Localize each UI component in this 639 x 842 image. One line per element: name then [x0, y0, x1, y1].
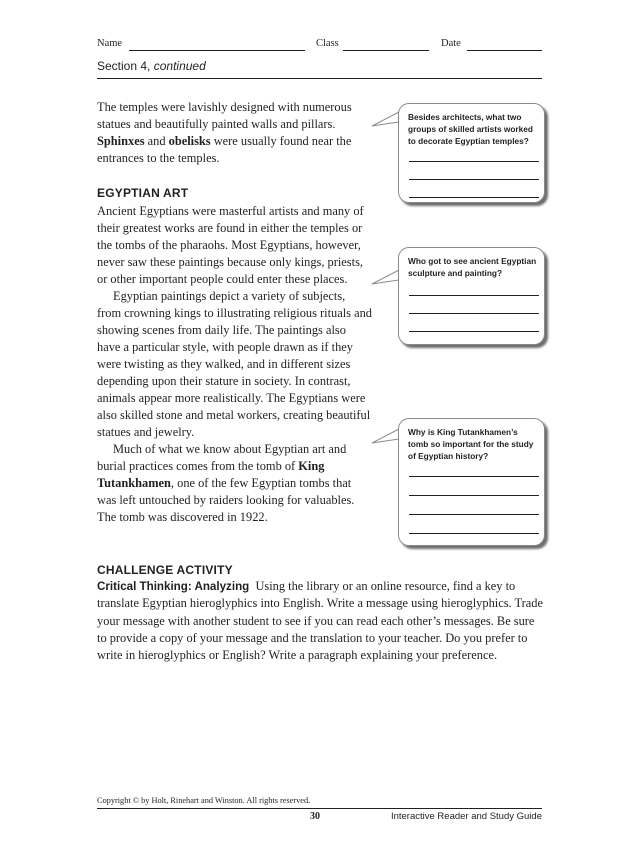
art-paragraph-1: Ancient Egyptians were masterful artists and many of their greatest works are found in either the temples or the tombs of the pharaohs. Most Egyptians, however, never saw these paintings because only kings, priests, or other important people could enter these places.: [97, 204, 364, 286]
name-line[interactable]: [129, 50, 305, 51]
question-box-1: [398, 103, 545, 203]
vocab-obelisks: obelisks: [168, 134, 211, 148]
copyright: Copyright © by Holt, Rinehart and Winston. All rights reserved.: [97, 796, 311, 805]
answer-line[interactable]: [409, 313, 539, 314]
vocab-sphinxes: Sphinxes: [97, 134, 145, 148]
answer-line[interactable]: [409, 331, 539, 332]
answer-line[interactable]: [409, 161, 539, 162]
question-box-2: [398, 247, 545, 345]
answer-line[interactable]: [409, 197, 539, 198]
name-label: Name: [97, 38, 123, 49]
answer-line[interactable]: [409, 295, 539, 296]
class-label: Class: [316, 38, 339, 49]
challenge-text: Using the library or an online resource, find a key to translate Egyptian hieroglyphics into English. Write a message using hieroglyphics. Trade your message with another student to see if you can read each other’s messages. Be sure to provide a copy of your message and the translation to your teacher. Do you prefer to write in hieroglyphics or English? Write a paragraph explaining your preference.: [97, 579, 543, 663]
question-box-3: [398, 418, 545, 546]
challenge-label: Critical Thinking: Analyzing: [97, 580, 250, 593]
answer-line[interactable]: [409, 533, 539, 534]
question-1: Besides architects, what two groups of skilled artists worked to decorate Egyptian temples?: [408, 112, 533, 146]
intro-paragraph: The temples were lavishly designed with numerous statues and beautifully painted walls and pillars. Sphinxes and obelisks were usually found near the entrances to the temples.: [97, 100, 352, 165]
answer-line[interactable]: [409, 179, 539, 180]
footer-rule: [97, 808, 542, 809]
section-title: Section 4, continued: [97, 59, 206, 73]
art-paragraph-3: Much of what we know about Egyptian art and burial practices comes from the tomb of King Tutankhamen, one of the few Egyptian tombs that was left untouched by raiders looking for valuables. The tomb was discovered in 1922.: [97, 442, 355, 524]
egyptian-art-body: [97, 203, 372, 526]
egyptian-art-heading: EGYPTIAN ART: [97, 186, 189, 200]
guide-title: Interactive Reader and Study Guide: [390, 811, 542, 822]
art-paragraph-2: Egyptian paintings depict a variety of subjects, from crowning kings to illustrating religious rituals and showing scenes from daily life. The paintings also have a particular style, with people drawn as if they were twisting as they walked, and in different sizes depending upon their stature in society. In contrast, animals appear more realistically. The Egyptians were also skilled stone and metal workers, creating beautiful statues and jewelry.: [97, 289, 372, 439]
date-label: Date: [441, 38, 461, 49]
page-number: 30: [310, 811, 320, 822]
challenge-body: [97, 578, 547, 664]
vocab-king-tutankhamen: King Tutankhamen: [97, 459, 325, 490]
date-line[interactable]: [467, 50, 542, 51]
answer-line[interactable]: [409, 495, 539, 496]
question-3: Why is King Tutankhamen’s tomb so important for the study of Egyptian history?: [408, 427, 534, 461]
question-2: Who got to see ancient Egyptian sculpture and painting?: [408, 256, 537, 278]
answer-line[interactable]: [409, 476, 539, 477]
challenge-heading: CHALLENGE ACTIVITY: [97, 563, 233, 577]
class-line[interactable]: [343, 50, 429, 51]
header-fields: [97, 38, 542, 52]
header-rule: [97, 78, 542, 79]
answer-line[interactable]: [409, 514, 539, 515]
